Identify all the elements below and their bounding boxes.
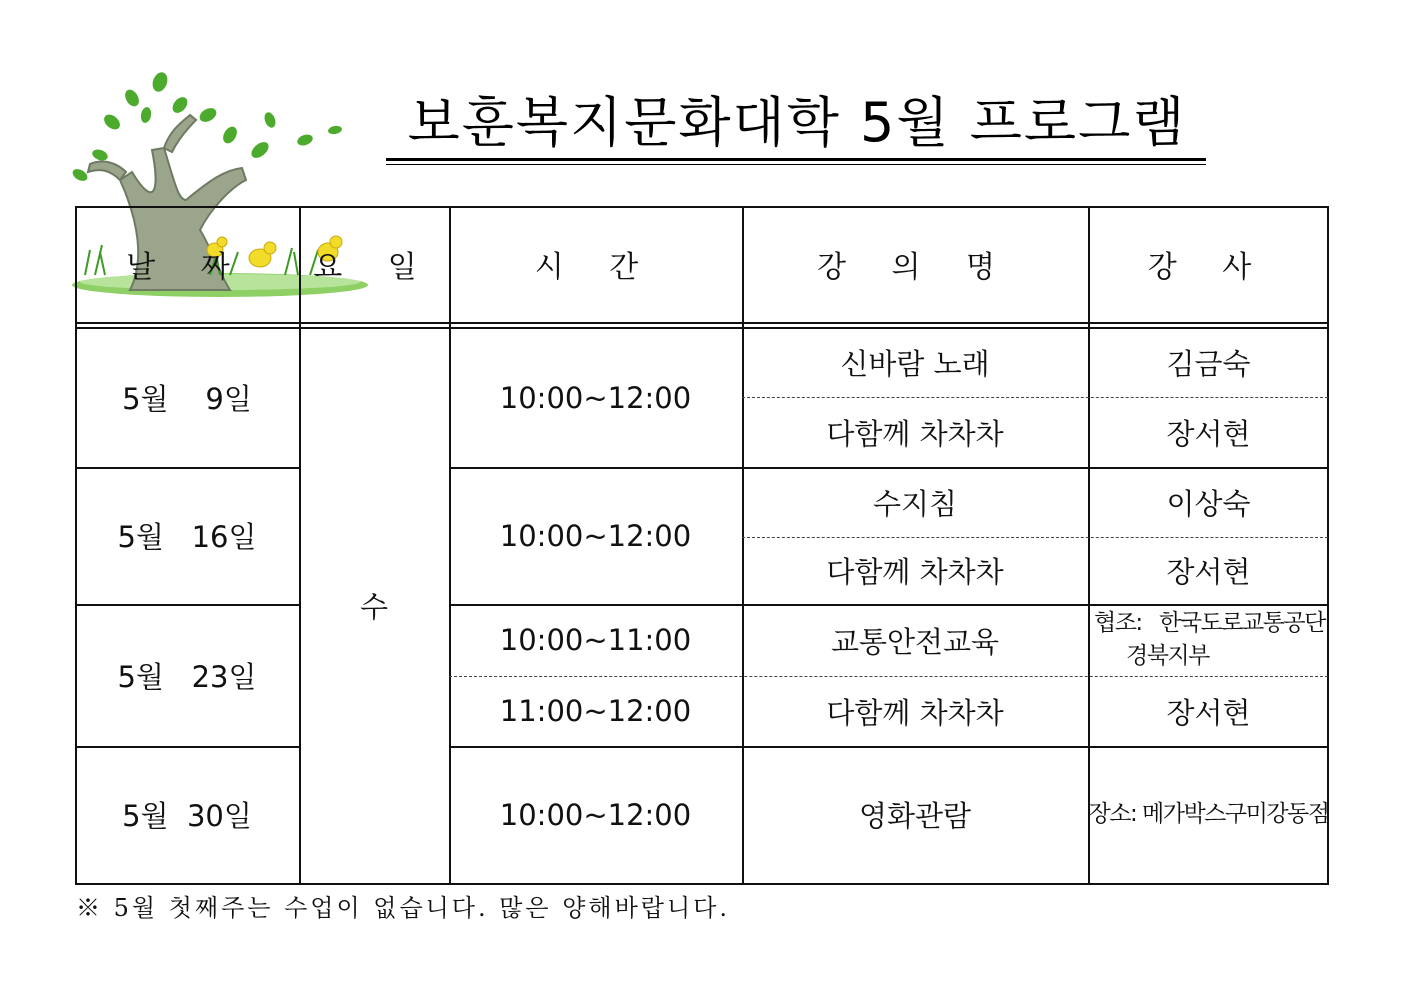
instructor-cell: 장서현: [1166, 416, 1251, 451]
time-cell: 10:00~12:00: [499, 797, 692, 832]
time-cell: 11:00~12:00: [499, 694, 692, 728]
coop-line1: 협조: 한국도로교통공단: [1094, 610, 1325, 636]
venue-cell: 장소: 메가박스구미강동점: [1088, 801, 1329, 827]
lecture-cell: 수지침: [872, 486, 958, 521]
lecture-cell: 교통안전교육: [830, 624, 1000, 659]
header-day: 요 일: [313, 250, 435, 285]
coop-line2: 경북지부: [1126, 643, 1209, 669]
schedule-table: [75, 206, 1329, 885]
footnote: ※ 5월 첫째주는 수업이 없습니다. 많은 양해바랍니다.: [76, 894, 730, 922]
lecture-cell: 다함께 차차차: [826, 555, 1004, 589]
table-border-bottom: [75, 883, 1329, 885]
instructor-cell: 김금숙: [1166, 347, 1251, 381]
header-date: 날 짜: [126, 250, 248, 285]
title-block: [386, 88, 1208, 163]
lecture-cell: 다함께 차차차: [826, 416, 1004, 451]
instructor-cell: 이상숙: [1166, 486, 1251, 521]
instructor-cell: 장서현: [1166, 555, 1251, 589]
lecture-cell: 신바람 노래: [840, 347, 990, 381]
instructor-coop-cell: [1088, 604, 1329, 676]
date-cell: 5월 23일: [117, 659, 257, 694]
day-cell: 수: [359, 590, 388, 624]
time-cell: 10:00~12:00: [499, 518, 692, 553]
header-divider: [75, 322, 1329, 324]
lecture-cell: 다함께 차차차: [826, 695, 1004, 730]
time-cell: 10:00~11:00: [499, 623, 692, 657]
time-cell: 10:00~12:00: [499, 380, 692, 415]
header-lecture: 강 의 명: [816, 250, 1013, 285]
instructor-cell: 장서현: [1166, 695, 1251, 730]
date-cell: 5월 9일: [122, 382, 252, 416]
lecture-cell: 영화관람: [858, 799, 972, 833]
header-time: 시 간: [534, 250, 657, 285]
title-underline: [386, 158, 1206, 161]
date-cell: 5월 30일: [122, 799, 252, 833]
header-instructor: 강 사: [1147, 250, 1270, 285]
page-title: 보훈복지문화대학 5월 프로그램: [407, 91, 1187, 154]
date-cell: 5월 16일: [117, 520, 257, 554]
title-underline-thin: [386, 164, 1206, 165]
